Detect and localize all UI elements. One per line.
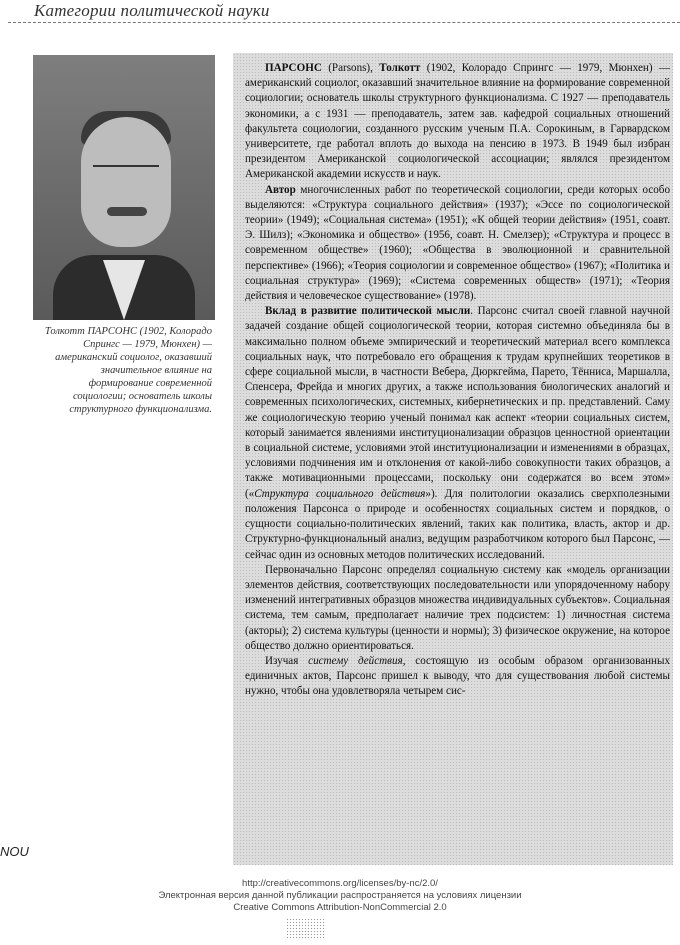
paragraph-works: [245, 183, 670, 305]
paragraph-action-system: [245, 654, 670, 700]
paragraph-social-system: [245, 563, 670, 654]
contribution-text: . Парсонс считал своей главной научной задачей создание общей социологической теории, которая системно объединяла бы в максимально полном объеме эмпирический и теоретический материал всего комплекса социальных наук, что потребовало его обращения к трудам крупнейших теоретиков в сфере социальной мысли, в частности Вебера, Дюркгейма, Парето, Тённиса, Маршалла, Спенсера, Фрейда и многих других, а также использования биологических аналогий и современных психологических, системных, кибернетических и пр. представлений. Саму же социологическую теорию ученый понимал как аспект «теории социальных систем, который занимается явлениями институционализации образцов ценностной ориентации в социальной системе, условиями этой институционализации и изменениями в образцах, условиями подчинения им и отклонения от какой-либо совокупности таких образцов, а также мотивационными процессами, поскольку они содержатся во всем этом» («: [245, 305, 671, 500]
contribution-italic: Структура социального действия: [254, 487, 426, 500]
works-text: многочисленных работ по теоретической социологии, среди которых особо выделяются: «Структура социального действия» (1937); «Эссе по социологической теории» (1949); «Социальная система» (1951); «К общей теории действия» (1951, соавт. Э. Шилз); «Экономика и общество» (1956, соавт. Н. Смелзер); «Структура и процесс в современном обществе» (1960); «Общества в эволюционной и сравнительной перспективе» (1966); «Теория социологии и современное общество» (1967); «Политика и социальная структура» (1969); «Система современных обществ» (1971); «Теория действия и человеческое существование» (1978).: [245, 183, 670, 303]
paragraph-contribution: [245, 304, 670, 562]
intro-text: (1902, Колорадо Спрингс — 1979, Мюнхен) — американский социолог, оказавший значительное влияние на формирование современной социологии; основатель школы структурного функционализма. С 1927 — преподаватель экономики, а с 1931 — преподаватель, затем зав. кафедрой социальных отношений факультета социологии, созданного русским ученым П.А. Сорокиным, в Гарвардском университете, где работал вплоть до выхода на пенсию в 1973. В 1949 был избран президентом Американской социологической ассоциации; являлся президентом Американской академии искусств и наук.: [245, 62, 670, 181]
contribution-lead: Вклад в развитие политической мысли: [265, 305, 471, 318]
license-line-3: Creative Commons Attribution-NonCommercial 2.0: [233, 902, 447, 913]
latin-name: (Parsons),: [321, 62, 380, 74]
action-system-italic: систему действия: [308, 654, 403, 667]
license-url: http://creativecommons.org/licenses/by-nc/2.0/: [242, 878, 438, 889]
social-system-text: Первоначально Парсонс определял социальную систему как «модель организации элементов действия, соответствующих последовательности или упорядоченному набору изменений интегративных образцов множества индивидуальных субъектов». Социальная система, тем самым, предполагает наличие трех подсистем: 1) личностная система (акторы); 2) система культуры (ценности и нормы); 3) физическое окружение, на которое общество должно ориентироваться.: [245, 563, 670, 652]
header-title: Категории политической науки: [34, 1, 270, 20]
surname: ПАРСОНС: [265, 62, 322, 74]
contribution-text-2: »). Для политологии оказались сверхполезными положения Парсонса о природе и особенностях социальных систем и порядков, о сущности социально-политических явлений, таких как политика, власть, актор и др. Структурно-функциональный анализ, ведущим разработчиком которого был Парсонс, — сейчас один из основных методов политических исследований.: [245, 487, 670, 561]
action-system-text-2: , состоящую из особым образом организованных единичных актов, Парсонс пришел к выводу, что для существования любой системы нужно, чтобы она удовлетворяла четырем сис-: [245, 654, 670, 698]
portrait-photo: [33, 55, 215, 320]
portrait-face: [81, 117, 171, 247]
portrait-mustache: [107, 207, 147, 216]
license-line-2: Электронная версия данной публикации распространяется на условиях лицензии: [158, 890, 522, 901]
portrait-brow: [93, 165, 159, 181]
biography-box: [233, 53, 673, 865]
page-number-box: [286, 918, 326, 940]
license-footer: [90, 878, 590, 914]
running-header: [8, 0, 680, 23]
paragraph-intro: [245, 61, 670, 183]
given-name: Толкотт: [379, 62, 421, 74]
side-mark: NOU: [0, 844, 29, 859]
action-system-text: Изучая: [265, 654, 309, 667]
works-lead: Автор: [265, 183, 296, 196]
biography-text: [245, 61, 670, 700]
photo-caption: Толкотт ПАРСОНС (1902, Колорадо Спрингс — 1979, Мюнхен) — американский социолог, оказавший значительное влияние на формирование современной социологии; основатель школы структурного функционализма.: [44, 326, 212, 415]
